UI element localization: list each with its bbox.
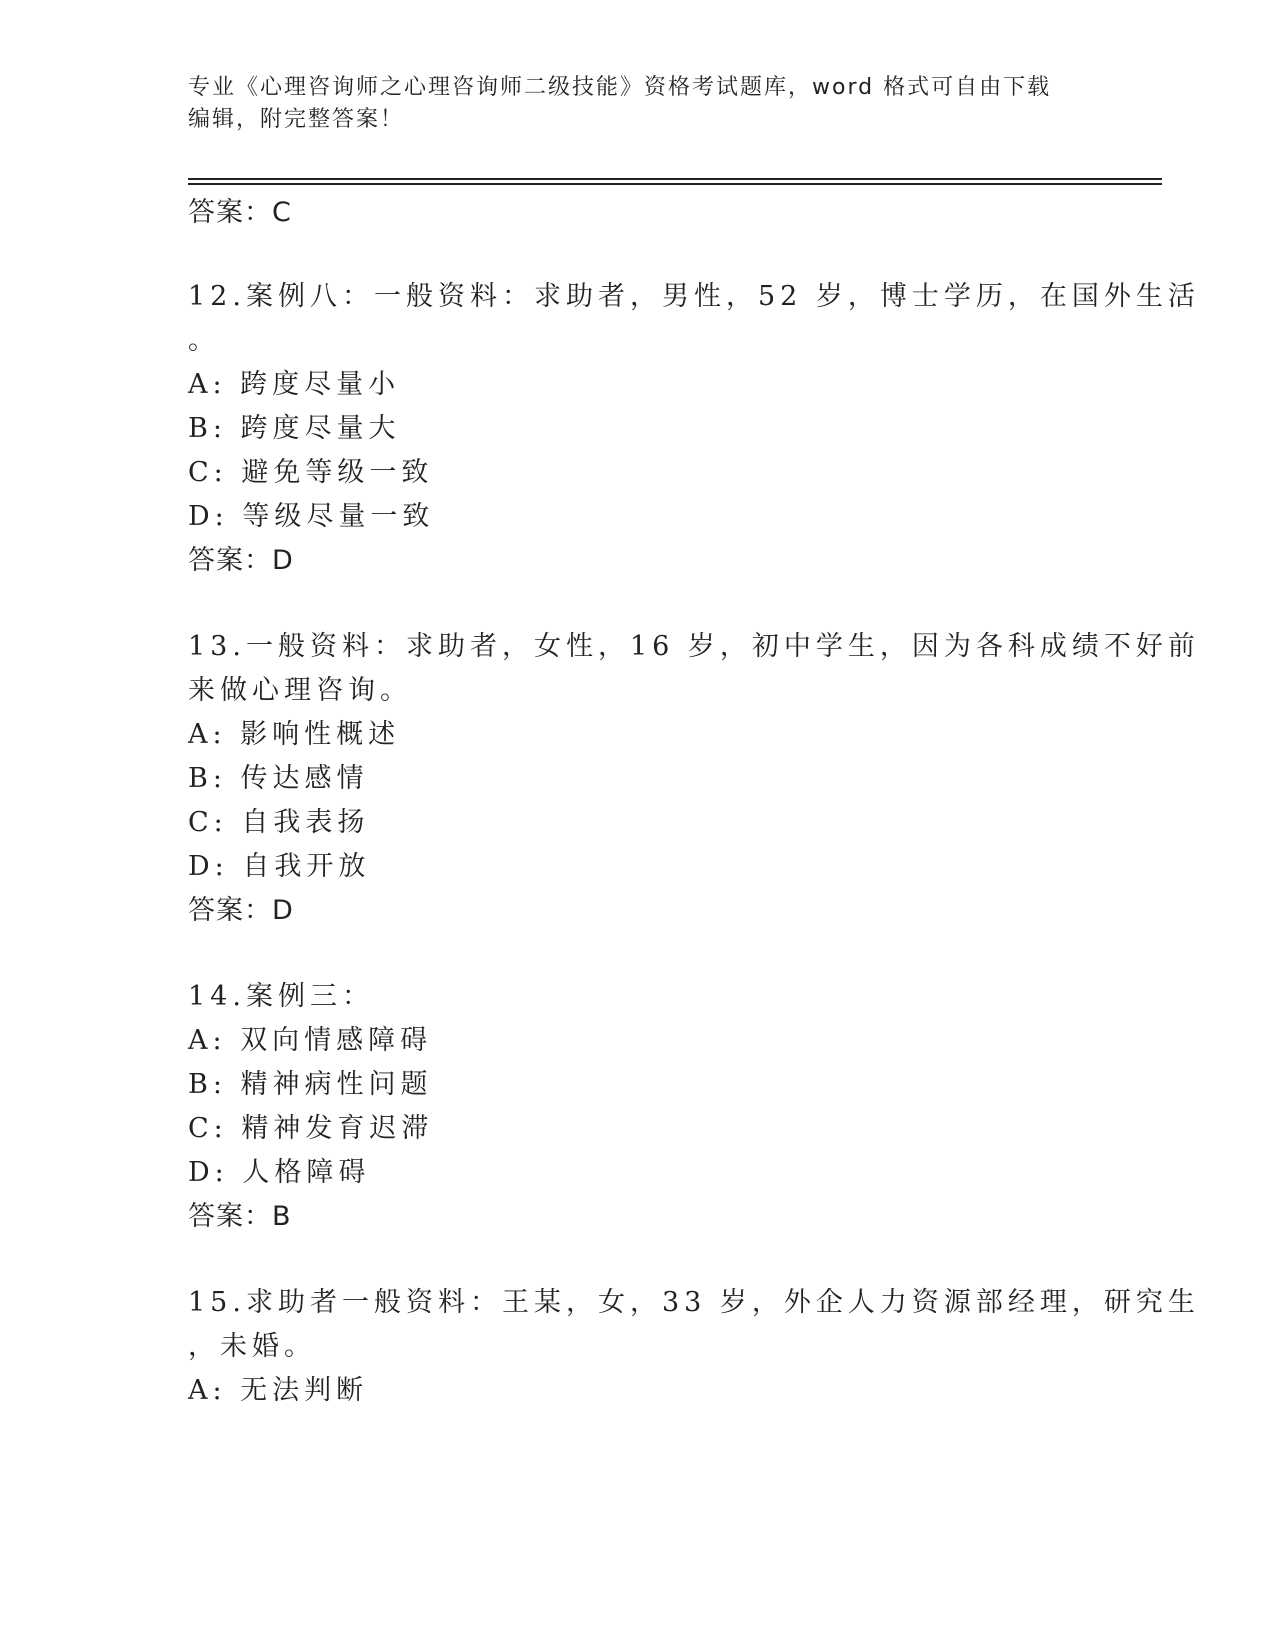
question-14-stem-line-1: 14.案例三： — [188, 981, 374, 1012]
question-15-stem-line-1: 15.求助者一般资料：王某，女，33 岁，外企人力资源部经理，研究生 — [188, 1287, 1200, 1318]
question-12-answer: 答案：D — [188, 545, 294, 576]
question-13-option-d: D: 自我开放 — [188, 851, 371, 882]
question-12-option-a: A: 跨度尽量小 — [188, 369, 401, 400]
question-12-option-d: D: 等级尽量一致 — [188, 501, 435, 532]
header-line-2: 编辑，附完整答案！ — [188, 107, 405, 132]
question-12-stem-line-1: 12.案例八：一般资料：求助者，男性，52 岁，博士学历，在国外生活 — [188, 281, 1200, 312]
previous-answer: 答案：C — [188, 197, 292, 228]
question-14-option-c: C: 精神发育迟滞 — [188, 1113, 434, 1144]
question-13-option-c: C: 自我表扬 — [188, 807, 370, 838]
question-13-option-a: A: 影响性概述 — [188, 719, 401, 750]
header-line-1: 专业《心理咨询师之心理咨询师二级技能》资格考试题库，word 格式可自由下载 — [188, 75, 1052, 100]
question-12-stem-line-2: 。 — [188, 325, 220, 356]
question-13-stem-line-2: 来做心理咨询。 — [188, 675, 412, 706]
question-12-option-b: B: 跨度尽量大 — [188, 413, 401, 444]
question-14-option-b: B: 精神病性问题 — [188, 1069, 433, 1100]
question-15-stem-line-2: ，未婚。 — [188, 1331, 316, 1362]
divider-line-bottom — [188, 183, 1162, 185]
header-divider — [188, 178, 1162, 188]
question-14-answer: 答案：B — [188, 1201, 292, 1232]
question-13-stem-line-1: 13.一般资料：求助者，女性，16 岁，初中学生，因为各科成绩不好前 — [188, 631, 1200, 662]
question-13-answer: 答案：D — [188, 895, 294, 926]
question-15-option-a: A: 无法判断 — [188, 1375, 369, 1406]
question-13-option-b: B: 传达感情 — [188, 763, 369, 794]
document-header — [188, 72, 1088, 136]
question-12-option-c: C: 避免等级一致 — [188, 457, 434, 488]
question-14-option-a: A: 双向情感障碍 — [188, 1025, 433, 1056]
question-14-option-d: D: 人格障碍 — [188, 1157, 371, 1188]
divider-line-top — [188, 178, 1162, 180]
